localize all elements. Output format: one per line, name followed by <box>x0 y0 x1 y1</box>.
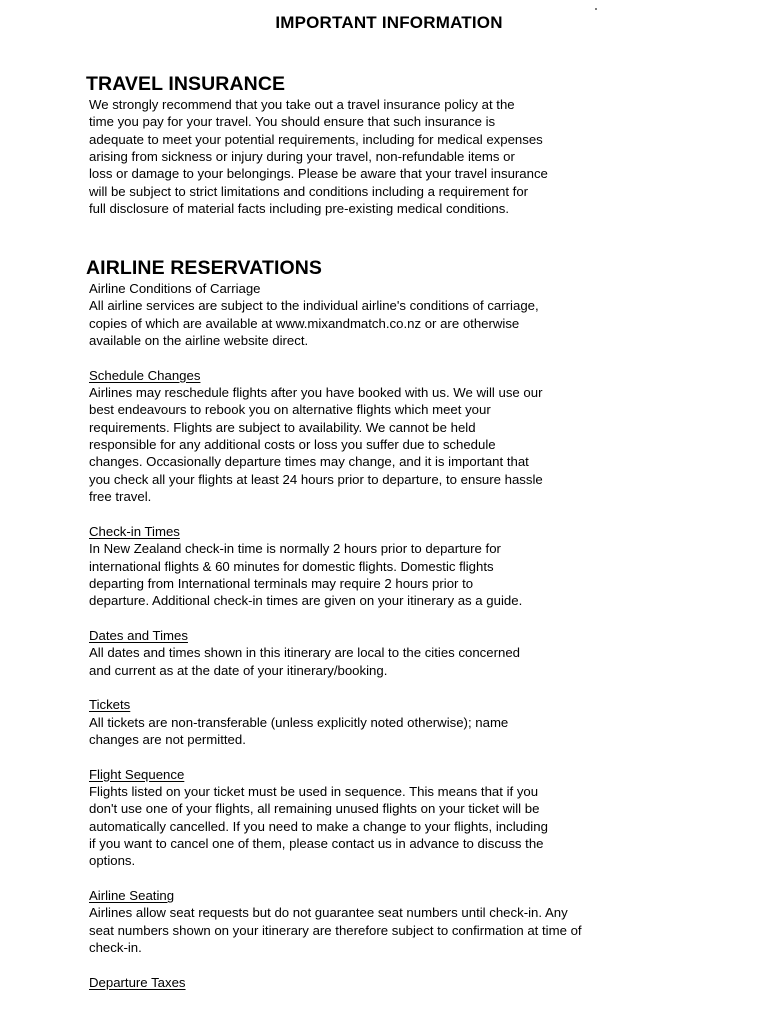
flight-sequence-body: Flights listed on your ticket must be used in sequence. This means that if you don't use one of your flights, all remaining unused flights on your ticket will be automatically cancelled. If you need to make a change to your flights, including if you want to cancel one of them, please contact us in advance to discuss the options. <box>89 783 548 869</box>
schedule-changes-title: Schedule Changes <box>89 367 201 383</box>
tickets-body: All tickets are non-transferable (unless explicitly noted otherwise); name changes are not permitted. <box>89 714 509 747</box>
travel-insurance-body: We strongly recommend that you take out a travel insurance policy at the time you pay for your travel. You should ensure that such insurance is adequate to meet your potential requirements, including for medical expenses arising from sickness or injury during your travel, non-refundable items or loss or damage to your belongings. Please be aware that your travel insurance will be subject to strict limitations and conditions including a requirement for full disclosure of material facts including pre-existing medical conditions. <box>89 97 548 217</box>
check-in-times-block <box>86 523 646 610</box>
airline-reservations-section <box>86 257 646 1008</box>
conditions-of-carriage-block <box>86 280 646 349</box>
departure-taxes-block <box>86 974 646 991</box>
page-title: IMPORTANT INFORMATION <box>275 13 503 32</box>
check-in-times-title: Check-in Times <box>89 523 180 539</box>
airline-seating-body: Airlines allow seat requests but do not guarantee seat numbers until check-in. Any seat numbers shown on your itinerary are therefore subject to confirmation at time of check-in. <box>89 905 582 956</box>
conditions-of-carriage-body: All airline services are subject to the individual airline's conditions of carriage, copies of which are available at www.mixandmatch.co.nz or are otherwise available on the airline website direct. <box>89 298 539 349</box>
travel-insurance-section <box>86 73 646 217</box>
travel-insurance-heading: TRAVEL INSURANCE <box>86 73 286 95</box>
tickets-block <box>86 696 646 748</box>
check-in-times-body: In New Zealand check-in time is normally 2 hours prior to departure for international flights & 60 minutes for domestic flights. Domestic flights departing from International terminals may require 2 hours prior to departure. Additional check-in times are given on your itinerary as a guide. <box>89 541 523 609</box>
flight-sequence-title: Flight Sequence <box>89 766 185 782</box>
departure-taxes-title: Departure Taxes <box>89 974 186 990</box>
scan-speck <box>595 8 597 10</box>
schedule-changes-body: Airlines may reschedule flights after you have booked with us. We will use our best endeavours to rebook you on alternative flights which meet your requirements. Flights are subject to availability. We cannot be held responsible for any additional costs or loss you suffer due to schedule changes. Occasionally departure times may change, and it is important that you check all your flights at least 24 hours prior to departure, to ensure hassle free travel. <box>89 385 543 505</box>
airline-seating-title: Airline Seating <box>89 888 175 904</box>
conditions-of-carriage-label: Airline Conditions of Carriage <box>89 281 261 296</box>
airline-reservations-heading: AIRLINE RESERVATIONS <box>86 257 323 279</box>
dates-and-times-body: All dates and times shown in this itinerary are local to the cities concerned and current as at the date of your itinerary/booking. <box>89 645 521 678</box>
tickets-title: Tickets <box>89 697 131 713</box>
dates-and-times-block <box>86 627 646 679</box>
airline-seating-block <box>86 887 646 956</box>
flight-sequence-block <box>86 766 646 870</box>
dates-and-times-title: Dates and Times <box>89 627 188 643</box>
schedule-changes-block <box>86 367 646 506</box>
